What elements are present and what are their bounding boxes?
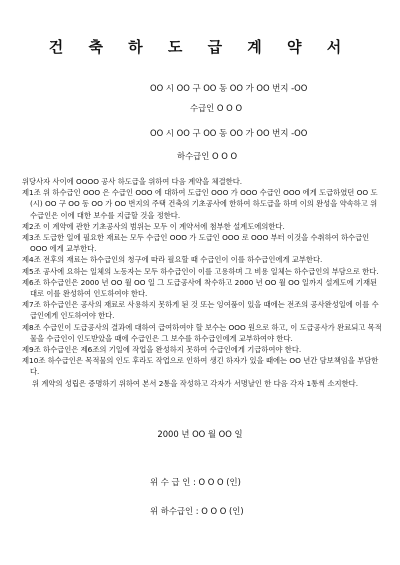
contract-date: 2000 년 OO 월 OO 일 — [157, 429, 243, 439]
subcontractor-label: 하수급인 O O O — [177, 151, 238, 161]
contractor-signature: 위 수 급 인 : O O O (인) — [150, 477, 241, 487]
contractor-label: 수급인 O O O — [190, 103, 243, 113]
clause-3: 제3조 도급한 일에 필요한 재료는 모두 수급인 OOO 가 도급인 OOO 로 OOO 부터 이것을 수취하여 하수급인 OOO 에게 교부한다. — [22, 233, 370, 254]
clause-5: 제5조 공사에 요하는 일체의 노동자는 모두 하수급인이 이를 고용하며 그 비용 일체는 하수급인의 부담으로 한다. — [22, 266, 379, 276]
subcontractor-signature: 위 하수급인 : O O O (인) — [150, 506, 244, 516]
clause-9: 제9조 하수급인은 제6조의 기일에 작업을 완성하지 못하여 수급인에게 기급하여야 한다. — [22, 345, 302, 355]
contract-body — [22, 176, 382, 389]
clause-1: 제1조 위 하수급인 OOO 은 수급인 OOO 에 대하여 도급인 OOO 가 OOO 수급인 OOO 에게 도급하였던 OO 도(시) OO 구 OO 동 OO 가 OO 번지의 주택 건축의 기초공사에 한하여 하도급을 하며 이의 완성을 약속하고 위 수급인은 이에 대한 보수를 지급할 것을 정한다. — [22, 188, 378, 220]
clause-4: 제4조 전후의 재료는 하수급인의 청구에 따라 필요할 때 수급인이 이를 하수급인에게 교부한다. — [22, 255, 323, 265]
subcontractor-address: OO 시 OO 구 OO 동 OO 가 OO 번지 -OO — [150, 128, 308, 138]
document-title: 건 축 하 도 급 계 약 서 — [48, 38, 352, 56]
closing-statement: 위 계약의 성립은 증명하기 위하여 본서 2통을 작성하고 각자가 서명날인 한 다음 각자 1통씩 소지한다. — [32, 378, 359, 388]
clause-7: 제7조 하수급인은 공사의 재료로 사용하지 못하게 된 것 또는 잉여품이 있을 때에는 전조의 공사완성일에 이를 수급인에게 인도하여야 한다. — [22, 300, 379, 321]
contractor-address: OO 시 OO 구 OO 동 OO 가 OO 번지 -OO — [150, 83, 308, 93]
clause-8: 제8조 수급인이 도급공사의 결과에 대하여 급여하여야 할 보수는 OOO 원으로 하고, 이 도급공사가 완료되고 목적물을 수급인이 인도받았을 때에 수급인은 그 보수를 하수급인에게 교부하여야 한다. — [22, 322, 382, 343]
clause-6: 제6조 하수급인은 2000 년 OO 월 OO 일 그 도급공사에 착수하고 2000 년 OO 월 OO 일까지 설계도에 기재된대로 이를 완성하여 인도하여야 한다. — [22, 277, 378, 299]
clause-10: 제10조 하수급인은 목적물의 인도 후라도 작업으로 인하여 생긴 하자가 있을 때에는 OO 년간 담보책임을 부담한다. — [22, 356, 379, 377]
preamble: 위당사자 사이에 OOOO 공사 하도급을 위하여 다음 계약을 체결한다. — [22, 177, 243, 186]
clause-2: 제2조 이 계약에 관한 기초공사의 범위는 모두 이 계약서에 첨부한 설계도에의한다. — [22, 221, 285, 231]
